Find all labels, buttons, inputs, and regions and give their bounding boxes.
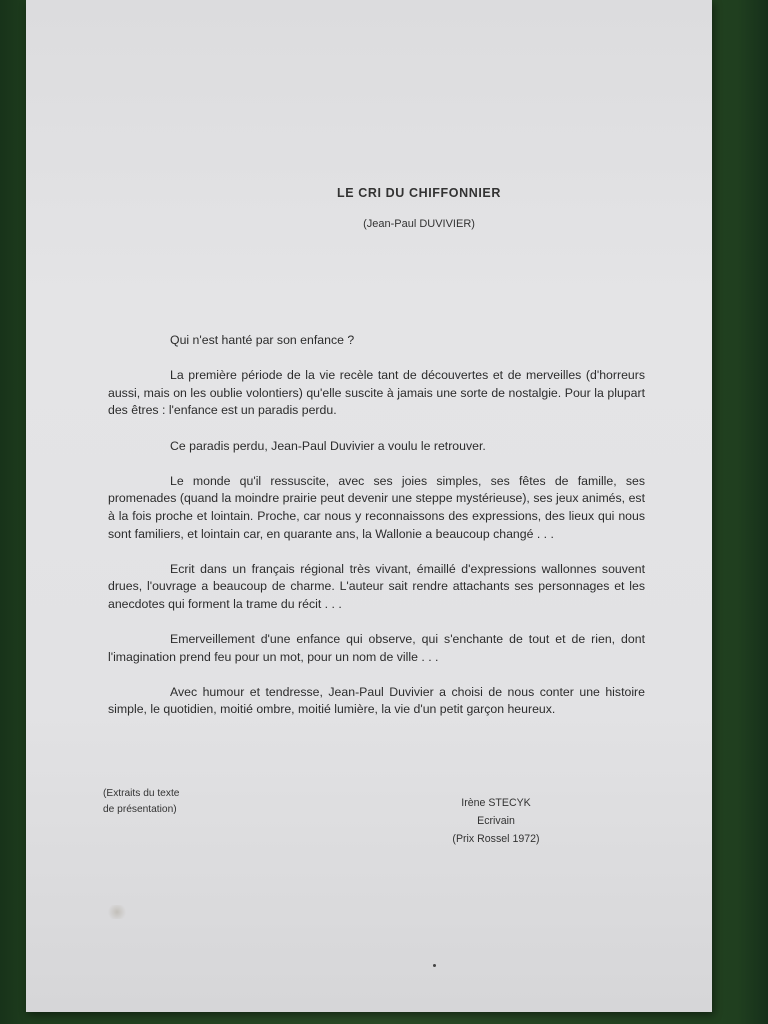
- document-body: [108, 332, 645, 737]
- paragraph: La première période de la vie recèle tant de découvertes et de merveilles (d'horreurs aussi, mais on les oublie volontiers) qu'elle suscite à jamais une sorte de nostalgie. Pour la plupart des êtres : l'enfance est un paradis perdu.: [108, 368, 645, 418]
- paragraph: Emerveillement d'une enfance qui observe, qui s'enchante de tout et de rien, dont l'imagination prend feu pour un mot, pour un nom de ville . . .: [108, 632, 645, 664]
- document-title: LE CRI DU CHIFFONNIER: [337, 186, 501, 200]
- extract-note-line: de présentation): [103, 804, 177, 815]
- signature-role: Ecrivain: [477, 815, 515, 827]
- paragraph: Qui n'est hanté par son enfance ?: [170, 333, 355, 347]
- document-page: [26, 0, 712, 1012]
- signature-name: Irène STECYK: [461, 797, 531, 809]
- paragraph: Avec humour et tendresse, Jean-Paul Duvivier a choisi de nous conter une histoire simple, le quotidien, moitié ombre, moitié lumière, la vie d'un petit garçon heureux.: [108, 684, 645, 717]
- paragraph: Ecrit dans un français régional très vivant, émaillé d'expressions wallonnes souvent drues, l'ouvrage a beaucoup de charme. L'auteur sait rendre attachants ses personnages et les anecdotes qui forment la trame du récit . . .: [108, 561, 645, 611]
- signature-prize: (Prix Rossel 1972): [452, 833, 540, 845]
- signature-block: [426, 794, 566, 848]
- paragraph: Le monde qu'il ressuscite, avec ses joies simples, ses fêtes de famille, ses promenades (quand la moindre prairie peut devenir une steppe mystérieuse), ses jeux animés, est à la fois proche et lointain. Proche, car nous y reconnaissons des expressions, des lieux qui nous sont familiers, et lointain car, en quarante ans, la Wallonie a beaucoup changé . . .: [108, 473, 645, 541]
- ink-speck: [433, 964, 436, 967]
- extract-note: [103, 786, 179, 818]
- extract-note-line: (Extraits du texte: [103, 788, 180, 799]
- paper-smudge: [106, 905, 128, 919]
- document-author: (Jean-Paul DUVIVIER): [363, 218, 475, 230]
- paragraph: Ce paradis perdu, Jean-Paul Duvivier a voulu le retrouver.: [170, 438, 486, 453]
